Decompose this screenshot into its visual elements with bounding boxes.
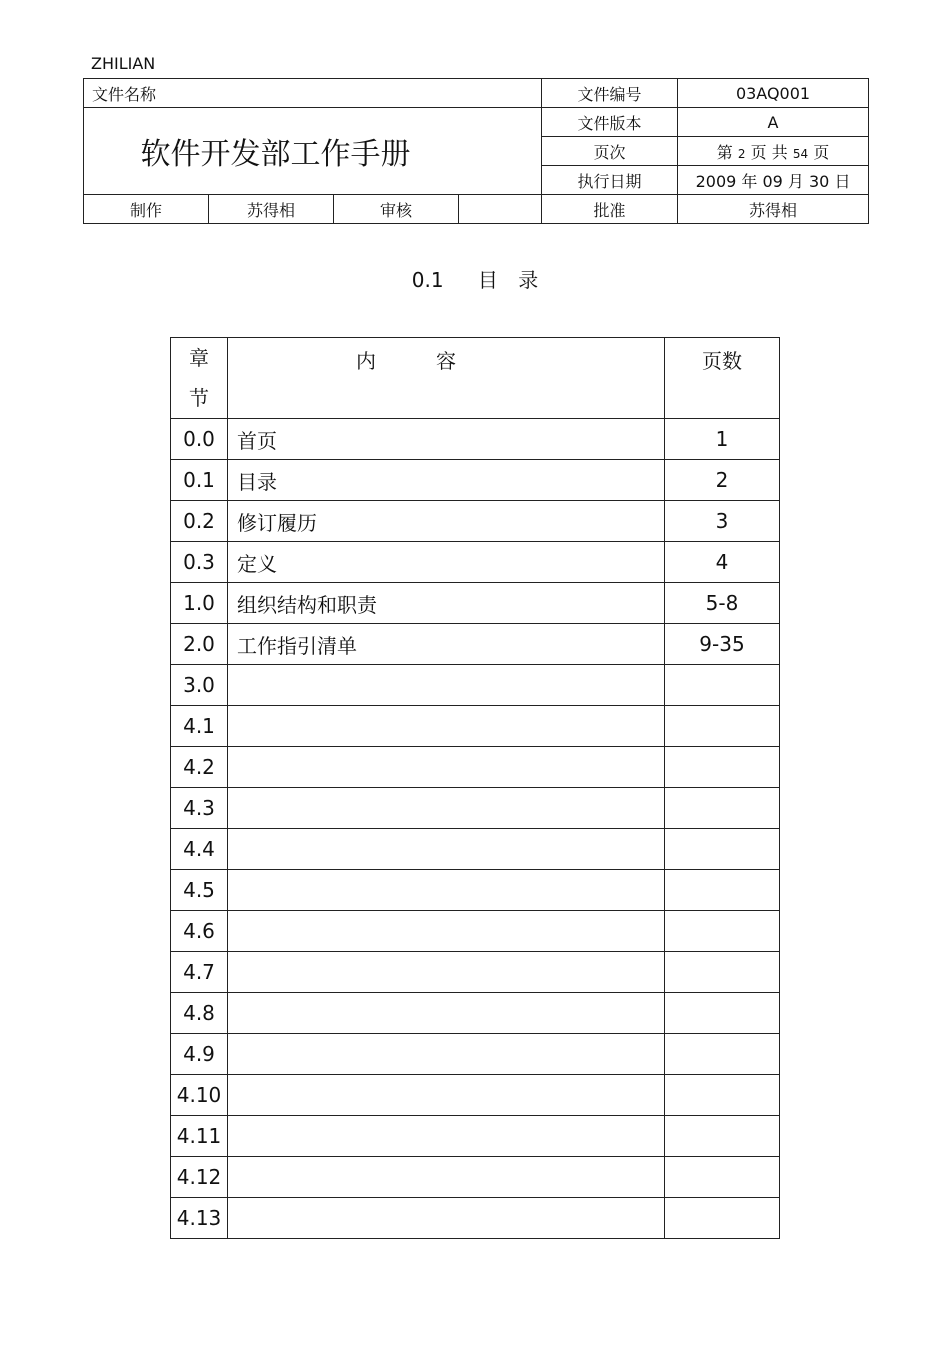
toc-section-number: 4.1 bbox=[171, 706, 228, 747]
document-header-table bbox=[83, 78, 869, 224]
approve-label: 批准 bbox=[542, 195, 678, 224]
col-header-pages: 页数 bbox=[665, 338, 780, 419]
toc-page-range bbox=[665, 993, 780, 1034]
toc-page-range: 5-8 bbox=[665, 583, 780, 624]
toc-content-title bbox=[228, 788, 665, 829]
toc-section-number: 1.0 bbox=[171, 583, 228, 624]
toc-content-title bbox=[228, 1116, 665, 1157]
toc-row bbox=[171, 1116, 780, 1157]
toc-content-title bbox=[228, 952, 665, 993]
toc-content-title bbox=[228, 706, 665, 747]
file-name-label: 文件名称 bbox=[84, 79, 542, 108]
toc-row bbox=[171, 542, 780, 583]
toc-row bbox=[171, 1198, 780, 1239]
toc-section-number: 4.10 bbox=[171, 1075, 228, 1116]
toc-content-title bbox=[228, 993, 665, 1034]
toc-page-range bbox=[665, 870, 780, 911]
toc-section-number: 0.1 bbox=[171, 460, 228, 501]
toc-content-title bbox=[228, 870, 665, 911]
toc-page-range bbox=[665, 1034, 780, 1075]
toc-page-range: 2 bbox=[665, 460, 780, 501]
toc-page-range: 9-35 bbox=[665, 624, 780, 665]
toc-section-number: 4.4 bbox=[171, 829, 228, 870]
toc-page-range bbox=[665, 1157, 780, 1198]
col-header-section bbox=[171, 338, 228, 419]
toc-content-title: 目录 bbox=[228, 460, 665, 501]
toc-row bbox=[171, 747, 780, 788]
file-no-value: 03AQ001 bbox=[678, 79, 869, 108]
toc-heading-title-2: 录 bbox=[518, 268, 539, 292]
toc-row bbox=[171, 501, 780, 542]
toc-row bbox=[171, 460, 780, 501]
toc-page-range: 4 bbox=[665, 542, 780, 583]
date-value: 2009 年 09 月 30 日 bbox=[678, 166, 869, 195]
toc-row bbox=[171, 624, 780, 665]
page-suffix: 页 bbox=[813, 142, 830, 162]
toc-page-range bbox=[665, 706, 780, 747]
col-header-section-1: 章 bbox=[189, 346, 209, 370]
toc-content-title bbox=[228, 1198, 665, 1239]
toc-section-number: 4.5 bbox=[171, 870, 228, 911]
toc-row bbox=[171, 665, 780, 706]
toc-row bbox=[171, 911, 780, 952]
toc-content-title bbox=[228, 1075, 665, 1116]
toc-section-number: 4.11 bbox=[171, 1116, 228, 1157]
toc-page-range bbox=[665, 1198, 780, 1239]
toc-section-number: 4.12 bbox=[171, 1157, 228, 1198]
toc-section-number: 2.0 bbox=[171, 624, 228, 665]
toc-page-range bbox=[665, 911, 780, 952]
toc-section-number: 4.13 bbox=[171, 1198, 228, 1239]
document-title: 软件开发部工作手册 bbox=[84, 108, 542, 195]
toc-row bbox=[171, 952, 780, 993]
review-label: 审核 bbox=[334, 195, 459, 224]
toc-heading-title-1: 目 bbox=[477, 268, 498, 292]
page-total: 54 bbox=[792, 146, 809, 161]
made-by-label: 制作 bbox=[84, 195, 209, 224]
made-by-value: 苏得相 bbox=[209, 195, 334, 224]
toc-content-title bbox=[228, 1157, 665, 1198]
toc-page-range: 1 bbox=[665, 419, 780, 460]
toc-page-range bbox=[665, 747, 780, 788]
toc-content-title: 首页 bbox=[228, 419, 665, 460]
toc-row bbox=[171, 870, 780, 911]
toc-heading-number: 0.1 bbox=[411, 268, 444, 292]
toc-content-title: 工作指引清单 bbox=[228, 624, 665, 665]
toc-row bbox=[171, 583, 780, 624]
toc-section-number: 4.8 bbox=[171, 993, 228, 1034]
page-current: 2 bbox=[737, 146, 746, 161]
toc-page-range bbox=[665, 788, 780, 829]
toc-content-title: 定义 bbox=[228, 542, 665, 583]
col-header-content-1: 内 bbox=[356, 349, 376, 373]
col-header-content bbox=[228, 338, 665, 419]
review-value bbox=[459, 195, 542, 224]
toc-page-range: 3 bbox=[665, 501, 780, 542]
page-prefix: 第 bbox=[716, 142, 733, 162]
toc-page-range bbox=[665, 1116, 780, 1157]
version-label: 文件版本 bbox=[542, 108, 678, 137]
toc-section-number: 4.7 bbox=[171, 952, 228, 993]
toc-row bbox=[171, 1157, 780, 1198]
toc-section-number: 4.2 bbox=[171, 747, 228, 788]
page-label: 页次 bbox=[542, 137, 678, 166]
toc-row bbox=[171, 419, 780, 460]
toc-row bbox=[171, 1075, 780, 1116]
toc-section-number: 4.3 bbox=[171, 788, 228, 829]
toc-page-range bbox=[665, 952, 780, 993]
toc-section-number: 4.6 bbox=[171, 911, 228, 952]
col-header-section-2: 节 bbox=[189, 386, 209, 410]
page-mid: 页 共 bbox=[750, 142, 788, 162]
toc-page-range bbox=[665, 829, 780, 870]
toc-content-title: 修订履历 bbox=[228, 501, 665, 542]
toc-content-title bbox=[228, 1034, 665, 1075]
col-header-content-2: 容 bbox=[436, 349, 456, 373]
toc-table bbox=[170, 337, 780, 1239]
toc-row bbox=[171, 706, 780, 747]
toc-section-number: 4.9 bbox=[171, 1034, 228, 1075]
file-no-label: 文件编号 bbox=[542, 79, 678, 108]
toc-header-row bbox=[171, 338, 780, 419]
toc-content-title bbox=[228, 665, 665, 706]
toc-content-title bbox=[228, 829, 665, 870]
toc-row bbox=[171, 829, 780, 870]
toc-content-title: 组织结构和职责 bbox=[228, 583, 665, 624]
toc-heading bbox=[0, 264, 950, 293]
toc-section-number: 0.2 bbox=[171, 501, 228, 542]
toc-content-title bbox=[228, 911, 665, 952]
toc-section-number: 0.0 bbox=[171, 419, 228, 460]
toc-row bbox=[171, 788, 780, 829]
toc-section-number: 0.3 bbox=[171, 542, 228, 583]
date-label: 执行日期 bbox=[542, 166, 678, 195]
toc-content-title bbox=[228, 747, 665, 788]
page-info bbox=[678, 137, 869, 166]
toc-row bbox=[171, 993, 780, 1034]
version-value: A bbox=[678, 108, 869, 137]
toc-page-range bbox=[665, 665, 780, 706]
approve-value: 苏得相 bbox=[678, 195, 869, 224]
toc-section-number: 3.0 bbox=[171, 665, 228, 706]
toc-page-range bbox=[665, 1075, 780, 1116]
toc-row bbox=[171, 1034, 780, 1075]
company-name: ZHILIAN bbox=[91, 54, 156, 73]
